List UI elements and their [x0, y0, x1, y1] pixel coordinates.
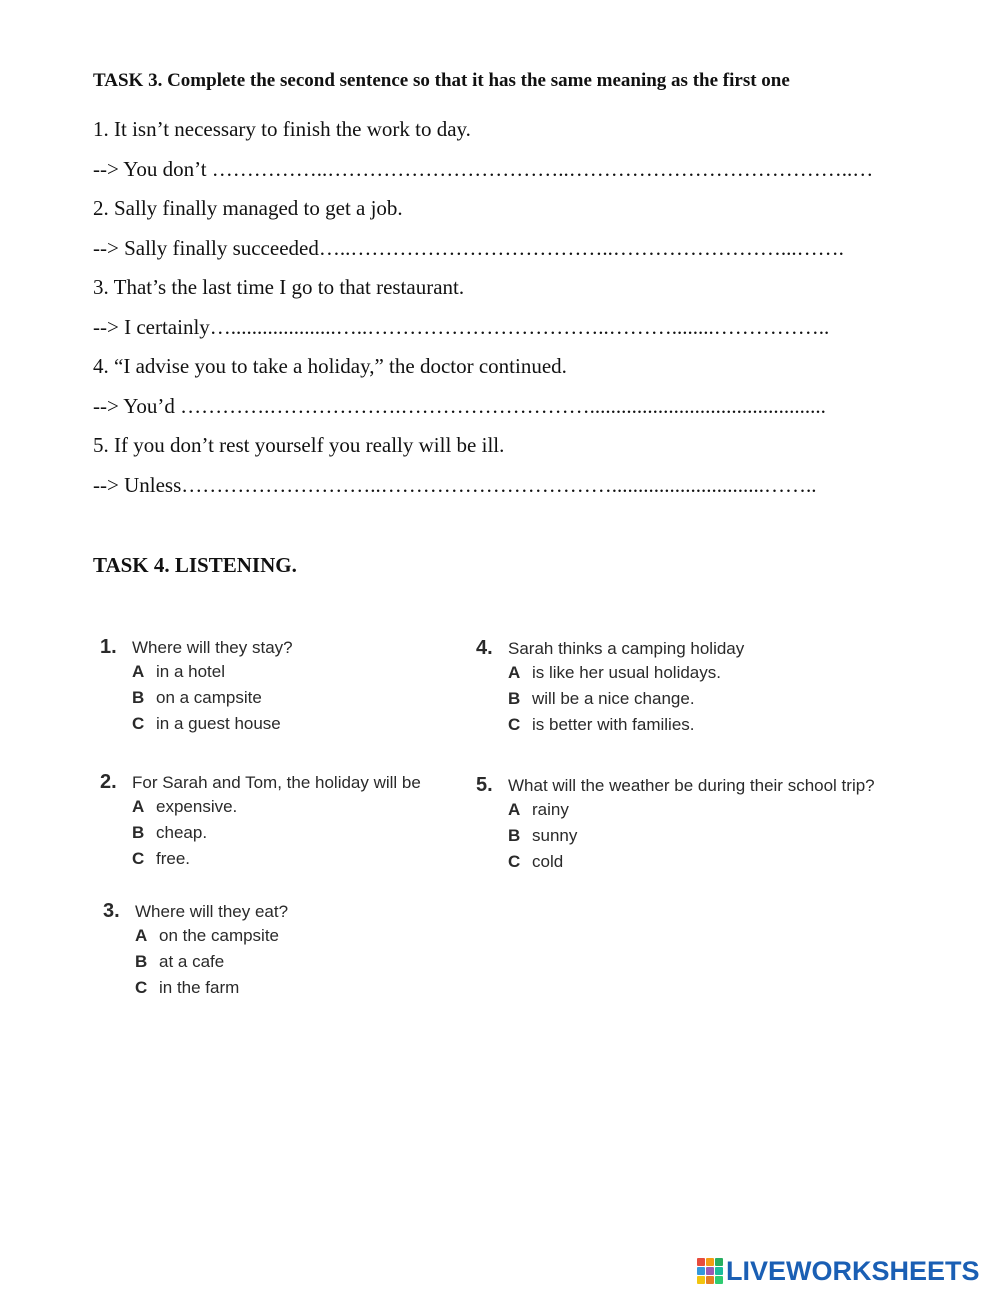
option-text: in a hotel: [156, 662, 225, 681]
brand-name: LIVEWORKSHEETS: [726, 1255, 980, 1286]
task3-line-3: 2. Sally finally managed to get a job.: [93, 196, 403, 220]
option-letter: C: [132, 714, 145, 733]
option-letter: B: [508, 826, 521, 845]
task3-line-7: 4. “I advise you to take a holiday,” the doctor continued.: [93, 354, 567, 378]
listening-question-1: [100, 636, 293, 737]
option-letter: A: [132, 797, 145, 816]
listening-question-5: [476, 774, 875, 875]
listening-question-3: [103, 900, 288, 1001]
question-number: 2.: [100, 771, 117, 793]
logo-cell: [697, 1267, 705, 1275]
option-c: [508, 849, 875, 875]
task3-line-9: 5. If you don’t rest yourself you really will be ill.: [93, 433, 505, 457]
option-text: in the farm: [159, 978, 240, 997]
logo-cell: [715, 1258, 723, 1266]
question-text: Where will they eat?: [135, 902, 289, 921]
logo-cell: [706, 1267, 714, 1275]
task3-heading: TASK 3. Complete the second sentence so that it has the same meaning as the first one: [93, 70, 790, 91]
task3-line-1: 1. It isn’t necessary to finish the work to day.: [93, 117, 471, 141]
question-text: What will the weather be during their school trip?: [508, 776, 875, 795]
option-text: cheap.: [156, 823, 208, 842]
option-b: [508, 686, 744, 712]
logo-cell: [697, 1276, 705, 1284]
option-text: is better with families.: [532, 715, 695, 734]
option-text: rainy: [532, 800, 569, 819]
option-letter: B: [508, 689, 521, 708]
task3-line-10: --> Unless………………………..…………………………….............................……..: [93, 473, 817, 497]
liveworksheets-logo-icon: [697, 1258, 723, 1284]
question-number: 5.: [476, 774, 493, 796]
task3-line-5: 3. That’s the last time I go to that restaurant.: [93, 275, 465, 299]
option-letter: A: [132, 662, 145, 681]
option-c: [135, 975, 288, 1001]
option-letter: B: [132, 823, 145, 842]
liveworksheets-brand[interactable]: [697, 1253, 980, 1289]
option-letter: C: [135, 978, 148, 997]
option-letter: A: [508, 663, 521, 682]
option-letter: B: [132, 688, 145, 707]
option-text: at a cafe: [159, 952, 225, 971]
option-text: is like her usual holidays.: [532, 663, 721, 682]
option-a: [508, 660, 744, 686]
option-b: [135, 949, 288, 975]
option-letter: A: [135, 926, 148, 945]
option-c: [508, 712, 744, 738]
question-text: For Sarah and Tom, the holiday will be: [132, 773, 421, 792]
option-letter: A: [508, 800, 521, 819]
option-b: [132, 820, 421, 846]
task3-line-4: --> Sally finally succeeded…..………………………………..……………………...…….: [93, 236, 844, 260]
listening-question-2: [100, 771, 421, 872]
task3-line-8: --> You’d ………….……………….……………………….............................................: [93, 394, 826, 418]
option-letter: C: [508, 715, 521, 734]
option-text: sunny: [532, 826, 578, 845]
question-number: 3.: [103, 900, 120, 922]
task4-heading: TASK 4. LISTENING.: [93, 553, 297, 577]
option-text: on a campsite: [156, 688, 262, 707]
option-text: cold: [532, 852, 564, 871]
logo-cell: [706, 1258, 714, 1266]
question-number: 1.: [100, 636, 117, 658]
logo-cell: [715, 1276, 723, 1284]
question-text: Sarah thinks a camping holiday: [508, 639, 745, 658]
option-c: [132, 711, 293, 737]
question-text: Where will they stay?: [132, 638, 293, 657]
logo-cell: [715, 1267, 723, 1275]
logo-cell: [706, 1276, 714, 1284]
option-text: in a guest house: [156, 714, 281, 733]
option-text: expensive.: [156, 797, 238, 816]
option-text: on the campsite: [159, 926, 280, 945]
option-letter: B: [135, 952, 148, 971]
option-a: [508, 797, 875, 823]
listening-question-4: [476, 637, 744, 738]
task3-line-2: --> You don’t ……………..……………………………..…………………………………..…: [93, 157, 874, 181]
logo-cell: [697, 1258, 705, 1266]
option-a: [132, 659, 293, 685]
option-text: free.: [156, 849, 191, 868]
question-number: 4.: [476, 637, 493, 659]
option-text: will be a nice change.: [532, 689, 695, 708]
option-c: [132, 846, 421, 872]
option-b: [132, 685, 293, 711]
option-letter: C: [132, 849, 145, 868]
option-a: [132, 794, 421, 820]
option-a: [135, 923, 288, 949]
option-b: [508, 823, 875, 849]
task3-line-6: --> I certainly…....................…..……………………………..………........……………..: [93, 315, 830, 339]
option-letter: C: [508, 852, 521, 871]
